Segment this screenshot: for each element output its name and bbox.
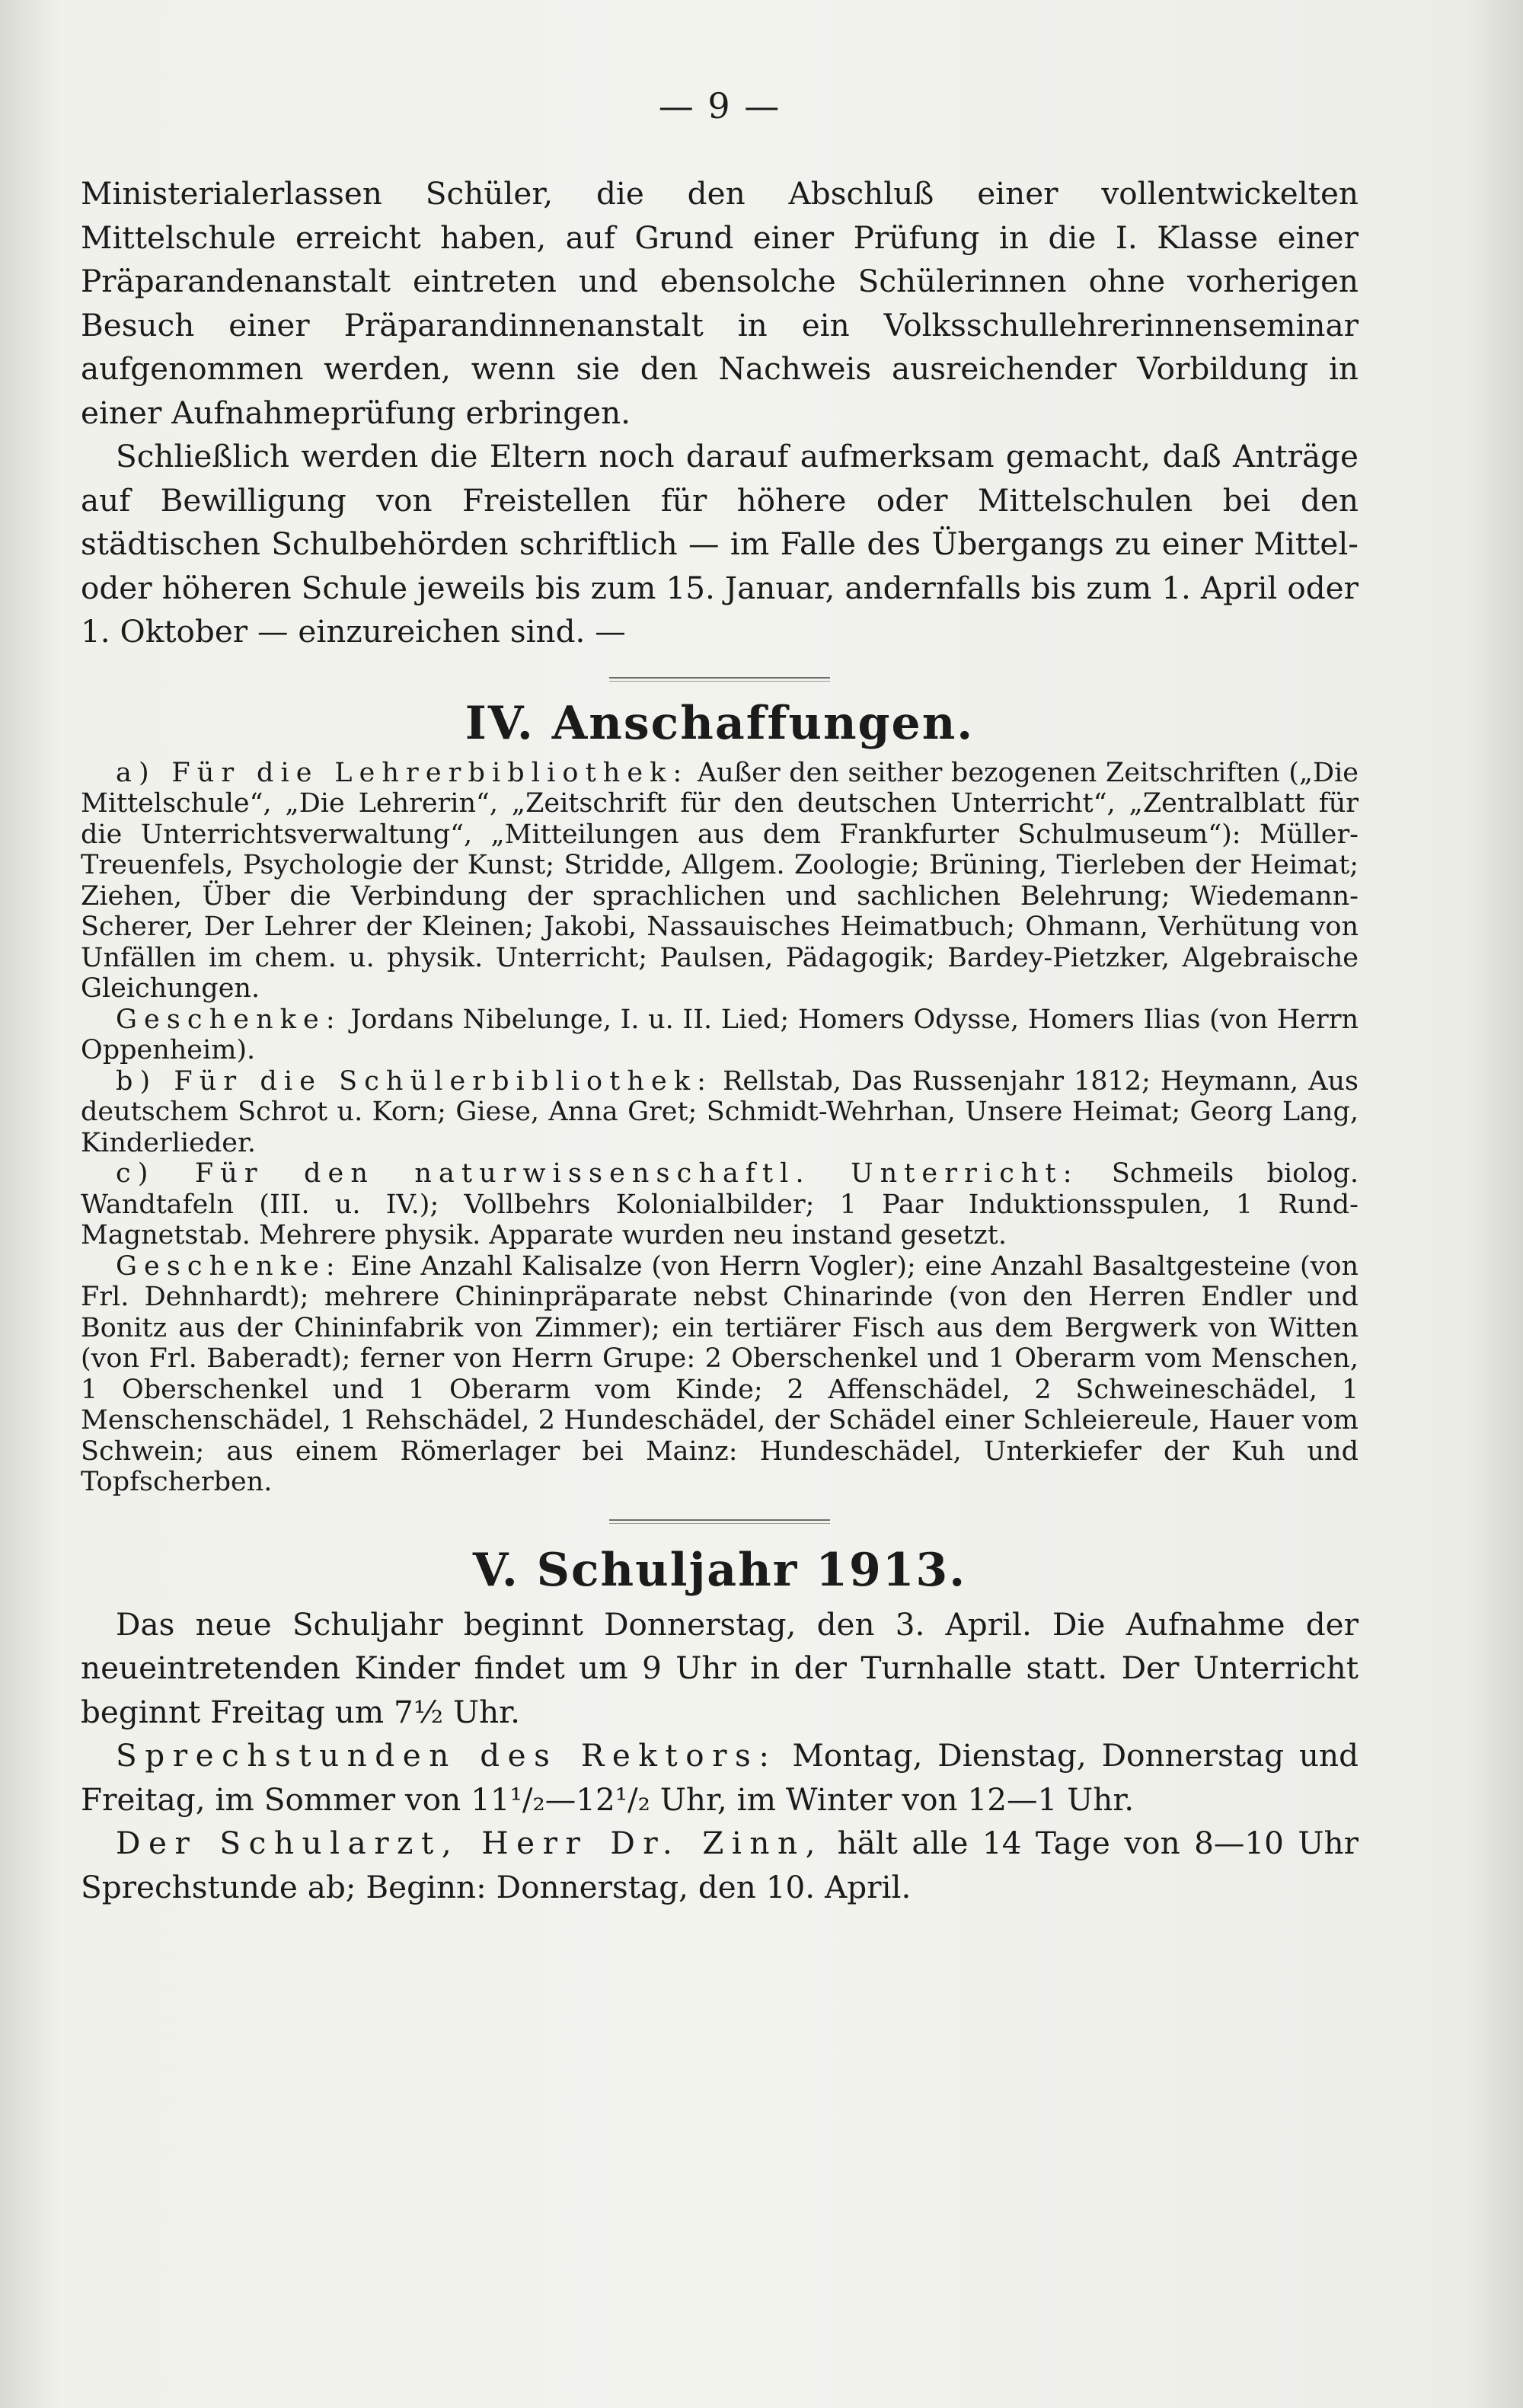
page-number: — 9 — [658, 85, 781, 126]
school-doctor-paragraph [81, 1822, 1359, 1909]
office-hours-text: Montag, Dienstag, Donnerstag und Freitag, im Sommer von 11¹/₂—12¹/₂ Uhr, im Winter von 12—1 Uhr. [81, 1737, 1359, 1818]
office-hours-paragraph [81, 1734, 1359, 1822]
science-paragraph [81, 1158, 1359, 1251]
office-hours-label: Sprechstunden des Rektors: [116, 1737, 777, 1774]
school-doctor-text: hält alle 14 Tage von 8—10 Uhr Sprechstunde ab; Beginn: Donnerstag, den 10. April. [81, 1825, 1359, 1905]
section-heading-anschaffungen: IV. Anschaffungen. [465, 696, 975, 750]
intro-paragraph: Ministerialerlassen Schüler, die den Abschluß einer vollentwickelten Mittelschule erreicht haben, auf Grund einer Prüfung in die I. Klasse einer Präparandenanstalt eintreten und ebensolche Schülerinnen ohne vorherigen Besuch einer Präparandinnenanstalt in ein Volksschullehrerinnenseminar aufgenommen werden, wenn sie den Nachweis ausreichender Vorbildung in einer Aufnahmeprüfung erbringen. [81, 175, 1359, 431]
school-doctor-label: Der Schularzt, Herr Dr. Zinn, [116, 1825, 824, 1861]
science-text: Schmeils biolog. Wandtafeln (III. u. IV.); Vollbehrs Kolonialbilder; 1 Paar Induktionsspulen, 1 Rund-Magnetstab. Mehrere physik. Apparate wurden neu instand gesetzt. [81, 1158, 1359, 1250]
science-gifts-label: Geschenke: [116, 1250, 342, 1282]
teacher-library-label: a) Für die Lehrerbibliothek: [116, 757, 689, 788]
section-heading-schuljahr: V. Schuljahr 1913. [472, 1543, 967, 1597]
section-divider [609, 1519, 830, 1524]
section-divider [609, 677, 830, 682]
science-gifts [81, 1251, 1359, 1498]
school-year-paragraph: Das neue Schuljahr beginnt Donnerstag, den 3. April. Die Aufnahme der neueintretenden Kinder findet um 9 Uhr in der Turnhalle statt. Der Unterricht beginnt Freitag um 7½ Uhr. [81, 1605, 1359, 1730]
gifts-text: Jordans Nibelunge, I. u. II. Lied; Homers Odysse, Homers Ilias (von Herrn Oppenheim). [81, 1004, 1359, 1065]
science-gifts-text: Eine Anzahl Kalisalze (von Herrn Vogler); eine Anzahl Basaltgesteine (von Frl. Dehnhardt); mehrere Chininpräparate nebst Chinarinde (von den Herren Endler und Bonitz aus der Chininfabrik von Zimmer); ein tertiärer Fisch aus dem Bergwerk von Witten (von Frl. Baberadt); ferner von Herrn Grupe: 2 Oberschenkel und 1 Oberarm vom Menschen, 1 Oberschenkel und 1 Oberarm vom Kinde; 2 Affenschädel, 2 Schweineschädel, 1 Menschenschädel, 1 Rehschädel, 2 Hundeschädel, der Schädel einer Schleiereule, Hauer vom Schwein; aus einem Römerlager bei Mainz: Hundeschädel, Unterkiefer der Kuh und Topfscherben. [81, 1250, 1359, 1497]
teacher-library-gifts [81, 1004, 1359, 1066]
student-library-paragraph [81, 1066, 1359, 1159]
anschaffungen-section [81, 758, 1359, 1498]
science-label: c) Für den naturwissenschaftl. Unterricht: [116, 1158, 1079, 1189]
student-library-text: Rellstab, Das Russenjahr 1812; Heymann, Aus deutschem Schrot u. Korn; Giese, Anna Gret; Schmidt-Wehrhan, Unsere Heimat; Georg Lang, Kinderlieder. [81, 1065, 1359, 1158]
teacher-library-paragraph [81, 758, 1359, 1004]
student-library-label: b) Für die Schülerbibliothek: [116, 1065, 714, 1097]
teacher-library-text: Außer den seither bezogenen Zeitschriften („Die Mittelschule“, „Die Lehrerin“, „Zeitschrift für den deutschen Unterricht“, „Zentralblatt für die Unterrichtsverwaltung“, „Mitteilungen aus dem Frankfurter Schulmuseum“): Müller-Treuenfels, Psychologie der Kunst; Stridde, Allgem. Zoologie; Brüning, Tierleben der Heimat; Ziehen, Über die Verbindung der sprachlichen und sachlichen Belehrung; Wiedemann-Scherer, Der Lehrer der Kleinen; Jakobi, Nassauisches Heimatbuch; Ohmann, Verhütung von Unfällen im chem. u. physik. Unterricht; Paulsen, Pädagogik; Bardey-Pietzker, Algebraische Gleichungen. [81, 757, 1359, 1004]
gifts-label: Geschenke: [116, 1004, 342, 1035]
freistellen-paragraph: Schließlich werden die Eltern noch darauf aufmerksam gemacht, daß Anträge auf Bewilligung von Freistellen für höhere oder Mittelschulen bei den städtischen Schulbehörden schriftlich — im Falle des Übergangs zu einer Mittel- oder höheren Schule jeweils bis zum 15. Januar, andernfalls bis zum 1. April oder 1. Oktober — einzureichen sind. — [81, 438, 1359, 650]
